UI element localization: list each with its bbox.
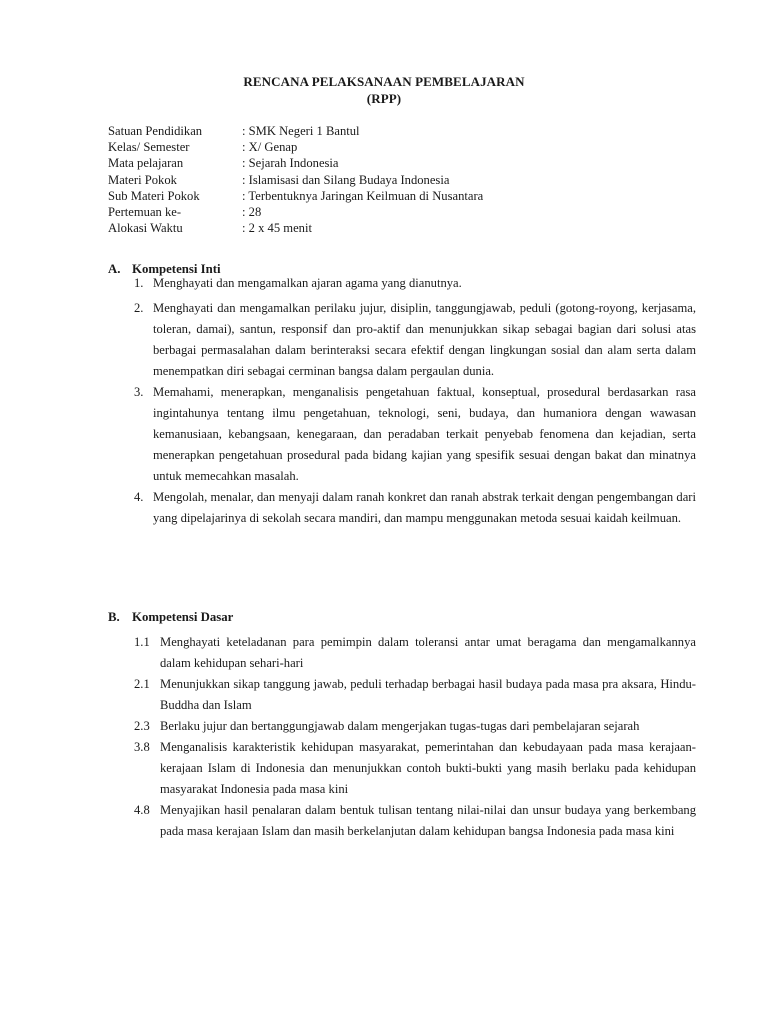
list-item [134,382,696,487]
identity-label: Kelas/ Semester [108,140,190,155]
section-title: Kompetensi Dasar [132,610,234,624]
identity-label: Sub Materi Pokok [108,188,200,203]
identity-row [108,204,668,220]
item-text: Menghayati dan mengamalkan perilaku jujur, disiplin, tanggungjawab, peduli (gotong-royong, kerjasama, toleran, damai), santun, responsif dan pro-aktif dan menunjukkan sikap sebagai bagian dari solusi atas berbagai permasalahan dalam berinteraksi secara efektif dengan lingkungan sosial dan alam serta dalam menempatkan diri sebagai cerminan bangsa dalam pergaulan dunia. [153,301,696,378]
identity-row [108,155,668,171]
identity-row [108,139,668,155]
list-item [134,737,696,800]
list-item [134,487,696,529]
item-number: 3. [134,385,144,399]
identity-row [108,188,668,204]
identity-value: : 2 x 45 menit [242,221,312,236]
item-text: Menghayati dan mengamalkan ajaran agama yang dianutnya. [153,276,462,290]
identity-value: : Terbentuknya Jaringan Keilmuan di Nusantara [242,188,484,203]
item-number: 1. [134,276,144,290]
identity-label: Alokasi Waktu [108,221,183,236]
item-text: Menyajikan hasil penalaran dalam bentuk tulisan tentang nilai-nilai dan unsur budaya yang berkembang pada masa kerajaan Islam dan masih berkelanjutan dalam kehidupan bangsa Indonesia pada masa kini [160,803,696,838]
section-heading-kompetensi-dasar [108,610,233,625]
item-number: 4.8 [134,803,150,817]
item-text: Menunjukkan sikap tanggung jawab, peduli terhadap berbagai hasil budaya pada masa pra aksara, Hindu-Buddha dan Islam [160,677,696,712]
item-text: Mengolah, menalar, dan menyaji dalam ranah konkret dan ranah abstrak terkait dengan pengembangan dari yang dipelajarinya di sekolah secara mandiri, dan mampu menggunakan metoda sesuai kaidah keilmuan. [153,490,696,525]
list-item [134,632,696,674]
item-text: Berlaku jujur dan bertanggungjawab dalam mengerjakan tugas-tugas dari pembelajaran sejarah [160,719,640,733]
item-number: 1.1 [134,635,150,649]
section-letter: B. [108,610,120,624]
identity-label: Materi Pokok [108,172,177,187]
item-number: 2. [134,301,144,315]
identity-row [108,123,668,139]
item-number: 2.1 [134,677,150,691]
list-item [134,275,696,292]
identity-value: : 28 [242,204,262,219]
list-item [134,800,696,842]
document-subtitle: (RPP) [366,91,402,106]
document-title: RENCANA PELAKSANAAN PEMBELAJARAN [243,74,525,89]
identity-label: Pertemuan ke- [108,204,182,219]
item-number: 4. [134,490,144,504]
kompetensi-dasar-list [134,632,696,842]
identity-table [108,123,668,236]
item-text: Menganalisis karakteristik kehidupan masyarakat, pemerintahan dan kebudayaan pada masa kerajaan-kerajaan Islam di Indonesia dan menunjukkan contoh bukti-bukti yang masih berlaku pada kehidupan masyarakat Indonesia pada masa kini [160,740,696,796]
identity-label: Mata pelajaran [108,156,184,171]
identity-row [108,172,668,188]
identity-value: : X/ Genap [242,140,298,155]
identity-value: : Islamisasi dan Silang Budaya Indonesia [242,172,450,187]
item-text: Menghayati keteladanan para pemimpin dalam toleransi antar umat beragama dan mengamalkannya dalam kehidupan sehari-hari [160,635,696,670]
item-text: Memahami, menerapkan, menganalisis pengetahuan faktual, konseptual, prosedural berdasarkan rasa ingintahunya tentang ilmu pengetahuan, teknologi, seni, budaya, dan humaniora dengan wawasan kemanusiaan, kebangsaan, kenegaraan, dan peradaban terkait penyebab fenomena dan kejadian, serta menerapkan pengetahuan prosedural pada bidang kajian yang spesifik sesuai dengan bakat dan minatnya untuk memecahkan masalah. [153,385,696,483]
list-item [134,674,696,716]
identity-value: : SMK Negeri 1 Bantul [242,124,360,138]
list-item [134,716,696,737]
section-title: Kompetensi Inti [132,262,221,276]
kompetensi-inti-list [134,275,696,529]
list-item [134,298,696,382]
item-number: 3.8 [134,740,150,754]
identity-label: Satuan Pendidikan [108,124,203,138]
identity-value: : Sejarah Indonesia [242,156,339,171]
item-number: 2.3 [134,719,150,733]
section-letter: A. [108,262,121,276]
identity-row [108,220,668,236]
